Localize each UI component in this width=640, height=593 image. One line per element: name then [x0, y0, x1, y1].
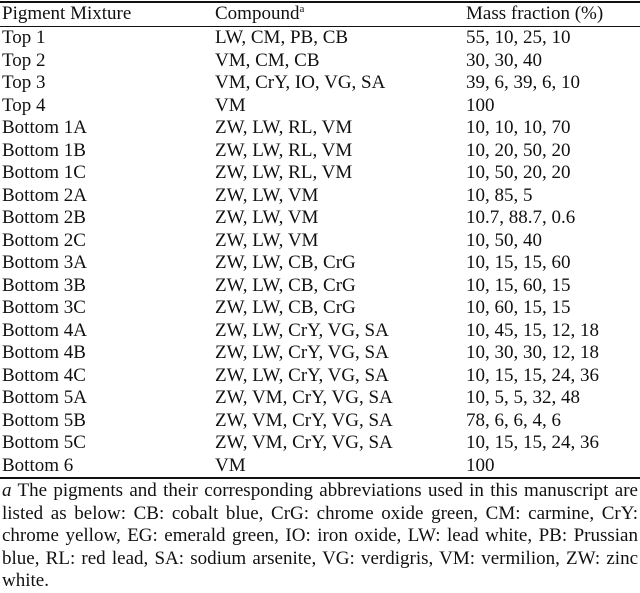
cell-compound: ZW, VM, CrY, VG, SA — [215, 432, 393, 453]
cell-compound: ZW, VM, CrY, VG, SA — [215, 387, 393, 408]
cell-mixture: Bottom 2C — [2, 229, 86, 251]
table-row — [0, 320, 640, 343]
table-row — [0, 185, 640, 208]
cell-compound: ZW, LW, VM — [215, 229, 319, 251]
cell-mass: 10, 15, 15, 60 — [466, 252, 571, 273]
cell-mixture: Bottom 1B — [2, 139, 86, 161]
cell-mixture: Bottom 5A — [2, 387, 87, 408]
cell-compound: ZW, LW, VM — [215, 184, 319, 206]
table-row — [0, 72, 640, 95]
cell-compound: ZW, LW, CrY, VG, SA — [215, 319, 389, 341]
cell-mass: 10, 20, 50, 20 — [466, 139, 571, 161]
header-compound — [215, 3, 304, 25]
cell-compound: VM, CM, CB — [215, 49, 320, 71]
table-row — [0, 455, 640, 478]
cell-mixture: Bottom 1A — [2, 117, 87, 138]
cell-compound: ZW, LW, RL, VM — [215, 139, 353, 161]
cell-mass: 10, 15, 15, 24, 36 — [466, 432, 599, 453]
cell-mixture: Top 4 — [2, 94, 46, 116]
cell-mixture: Bottom 6 — [2, 454, 74, 476]
table-row — [0, 297, 640, 320]
table-row — [0, 95, 640, 118]
cell-mass: 10, 85, 5 — [466, 184, 533, 206]
cell-mass: 10, 10, 10, 70 — [466, 117, 571, 138]
cell-mixture: Bottom 3B — [2, 274, 86, 296]
table-row — [0, 387, 640, 410]
cell-mass: 100 — [466, 94, 495, 116]
cell-mixture: Top 1 — [2, 27, 46, 48]
footnote-marker: a — [2, 480, 12, 501]
cell-mixture: Top 2 — [2, 49, 46, 71]
table-row — [0, 275, 640, 298]
cell-mixture: Bottom 2B — [2, 207, 86, 228]
cell-compound: ZW, LW, RL, VM — [215, 162, 353, 183]
table-row — [0, 207, 640, 230]
table-row — [0, 162, 640, 185]
cell-mass: 30, 30, 40 — [466, 49, 542, 71]
header-compound-label: Compound — [215, 3, 300, 24]
cell-mass: 10, 50, 40 — [466, 229, 542, 251]
cell-mass: 100 — [466, 454, 495, 476]
cell-compound: VM, CrY, IO, VG, SA — [215, 72, 386, 93]
table-header — [0, 3, 640, 26]
cell-mass: 10, 60, 15, 15 — [466, 297, 571, 318]
footnote-marker: a — [299, 3, 305, 15]
table-row — [0, 410, 640, 433]
cell-mixture: Bottom 4C — [2, 364, 86, 386]
cell-compound: ZW, LW, CB, CrG — [215, 297, 356, 318]
cell-mass: 10.7, 88.7, 0.6 — [466, 207, 576, 228]
table-row — [0, 252, 640, 275]
cell-mixture: Bottom 1C — [2, 162, 86, 183]
cell-mixture: Bottom 2A — [2, 184, 87, 206]
bottom-rule — [0, 477, 640, 479]
cell-mass: 10, 30, 30, 12, 18 — [466, 342, 599, 363]
cell-mass: 10, 50, 20, 20 — [466, 162, 571, 183]
footnote-text: The pigments and their corresponding abbreviations used in this manuscript are listed as below: CB: cobalt blue, CrG: chrome oxide green, CM: carmine, CrY: chrome yellow, EG: emerald green, IO: iron oxide, LW: lead white, PB: Prussian blue, RL: red lead, SA: sodium arsenite, VG: verdigris, VM: vermilion, ZW: zinc white. — [2, 480, 638, 591]
cell-mass: 78, 6, 6, 4, 6 — [466, 409, 561, 431]
cell-mixture: Bottom 5B — [2, 409, 86, 431]
cell-mass: 55, 10, 25, 10 — [466, 27, 571, 48]
cell-mass: 39, 6, 39, 6, 10 — [466, 72, 580, 93]
cell-compound: ZW, LW, CB, CrG — [215, 252, 356, 273]
table-row — [0, 50, 640, 73]
cell-mixture: Bottom 3C — [2, 297, 86, 318]
table-row — [0, 140, 640, 163]
header-mass: Mass fraction (%) — [466, 3, 604, 24]
cell-compound: ZW, LW, RL, VM — [215, 117, 353, 138]
cell-compound: LW, CM, PB, CB — [215, 27, 349, 48]
cell-compound: ZW, VM, CrY, VG, SA — [215, 409, 393, 431]
table-row — [0, 365, 640, 388]
cell-mass: 10, 15, 15, 24, 36 — [466, 364, 599, 386]
table-row — [0, 432, 640, 455]
cell-compound: ZW, LW, VM — [215, 207, 319, 228]
table-row — [0, 117, 640, 140]
cell-compound: VM — [215, 94, 246, 116]
cell-mass: 10, 45, 15, 12, 18 — [466, 319, 599, 341]
cell-mixture: Bottom 5C — [2, 432, 86, 453]
table-row — [0, 230, 640, 253]
cell-mixture: Bottom 3A — [2, 252, 87, 273]
table-row — [0, 342, 640, 365]
cell-mass: 10, 15, 60, 15 — [466, 274, 571, 296]
header-mixture: Pigment Mixture — [2, 3, 132, 24]
cell-compound: ZW, LW, CrY, VG, SA — [215, 364, 389, 386]
cell-mixture: Bottom 4A — [2, 319, 87, 341]
cell-mass: 10, 5, 5, 32, 48 — [466, 387, 580, 408]
cell-mixture: Bottom 4B — [2, 342, 86, 363]
table-row — [0, 27, 640, 50]
footnote — [2, 480, 638, 593]
cell-mixture: Top 3 — [2, 72, 46, 93]
cell-compound: ZW, LW, CrY, VG, SA — [215, 342, 389, 363]
cell-compound: ZW, LW, CB, CrG — [215, 274, 356, 296]
cell-compound: VM — [215, 454, 246, 476]
